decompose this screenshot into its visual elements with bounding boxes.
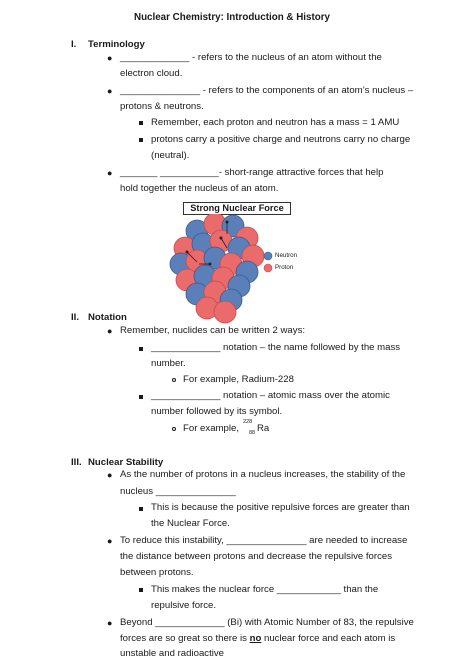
terminology-item-1-line2: electron cloud.	[120, 68, 183, 79]
terminology-subitem-2-line1: protons carry a positive charge and neutrons carry no charge	[151, 134, 411, 145]
stability-item-2-line1: To reduce this instability, _______________ are needed to increase	[120, 535, 408, 546]
notation-2-example-atomic-number: 88	[249, 430, 256, 436]
square-bullet	[139, 121, 143, 125]
section-1-number: I.	[71, 39, 77, 50]
bullet-dot: ●	[107, 618, 113, 628]
stability-subitem-2-line2: repulsive force.	[151, 600, 217, 611]
notation-1-line1: _____________ notation – the name followed by the mass	[151, 342, 401, 353]
square-bullet	[139, 395, 143, 399]
stability-item-2-line3: between protons.	[120, 567, 194, 578]
stability-item-3-text-a: forces are so great so there is	[120, 633, 247, 644]
bullet-dot: ●	[107, 86, 113, 96]
document-title: Nuclear Chemistry: Introduction & History	[134, 12, 330, 23]
stability-item-1-line2: nucleus _______________	[120, 486, 236, 497]
stability-item-3-line2	[120, 633, 395, 645]
stability-item-3-line3: unstable and radioactive	[120, 648, 225, 659]
stability-subitem-1-line1: This is because the positive repulsive forces are greater than	[151, 502, 410, 513]
bullet-dot: ●	[107, 470, 113, 480]
stability-item-3-line1: Beyond _____________ (Bi) with Atomic Number of 83, the repulsive	[120, 617, 414, 628]
notation-2-example-prefix: For example,	[183, 423, 239, 434]
stability-item-2-line2: the distance between protons and decrease the repulsive forces	[120, 551, 392, 562]
stability-item-1-line1: As the number of protons in a nucleus increases, the stability of the	[120, 469, 406, 480]
notation-2-example-symbol: Ra	[257, 423, 270, 434]
section-3-number: III.	[71, 457, 82, 468]
neutron-legend-swatch	[264, 252, 272, 260]
notation-2-line2: number followed by its symbol.	[151, 406, 283, 417]
terminology-item-2-line2: protons & neutrons.	[120, 101, 204, 112]
terminology-subitem-2-line2: (neutral).	[151, 150, 190, 161]
notation-2-example-mass-number: 228	[243, 419, 253, 425]
bullet-dot: ●	[107, 536, 113, 546]
stability-subitem-2-line1: This makes the nuclear force ____________ than the	[151, 584, 379, 595]
circle-bullet	[172, 378, 176, 382]
stability-subitem-1-line2: the Nuclear Force.	[151, 518, 230, 529]
stability-item-3-emphasis-no: no	[249, 633, 262, 644]
section-1-title: Terminology	[88, 39, 145, 50]
terminology-item-3-line2: hold together the nucleus of an atom.	[120, 183, 279, 194]
bullet-dot: ●	[107, 53, 113, 63]
section-3-title: Nuclear Stability	[88, 457, 164, 468]
section-2-title: Notation	[88, 312, 127, 323]
terminology-item-3-line1: _______ ___________- short-range attractive forces that help	[120, 167, 384, 178]
bullet-dot: ●	[107, 168, 113, 178]
notation-2-line1: _____________ notation – atomic mass over the atomic	[151, 390, 390, 401]
notation-1-line2: number.	[151, 358, 186, 369]
terminology-item-2-line1: _______________ - refers to the components of an atom’s nucleus –	[120, 85, 414, 96]
notation-intro: Remember, nuclides can be written 2 ways:	[120, 325, 306, 336]
figure-title: Strong Nuclear Force	[183, 202, 291, 215]
square-bullet	[139, 588, 143, 592]
legend-proton-label: Proton	[275, 264, 294, 271]
square-bullet	[139, 507, 143, 511]
terminology-subitem-1: Remember, each proton and neutron has a mass = 1 AMU	[151, 117, 400, 128]
square-bullet	[139, 138, 143, 142]
stability-item-3-text-b: nuclear force and each atom is	[264, 633, 396, 644]
legend-neutron-label: Neutron	[275, 252, 298, 259]
notation-1-example: For example, Radium-228	[183, 374, 294, 385]
bullet-dot: ●	[107, 326, 113, 336]
terminology-item-1-line1: _____________ - refers to the nucleus of an atom without the	[120, 52, 382, 63]
section-2-number: II.	[71, 312, 79, 323]
circle-bullet	[172, 427, 176, 431]
square-bullet	[139, 347, 143, 351]
proton-legend-swatch	[264, 264, 272, 272]
proton	[214, 301, 236, 323]
